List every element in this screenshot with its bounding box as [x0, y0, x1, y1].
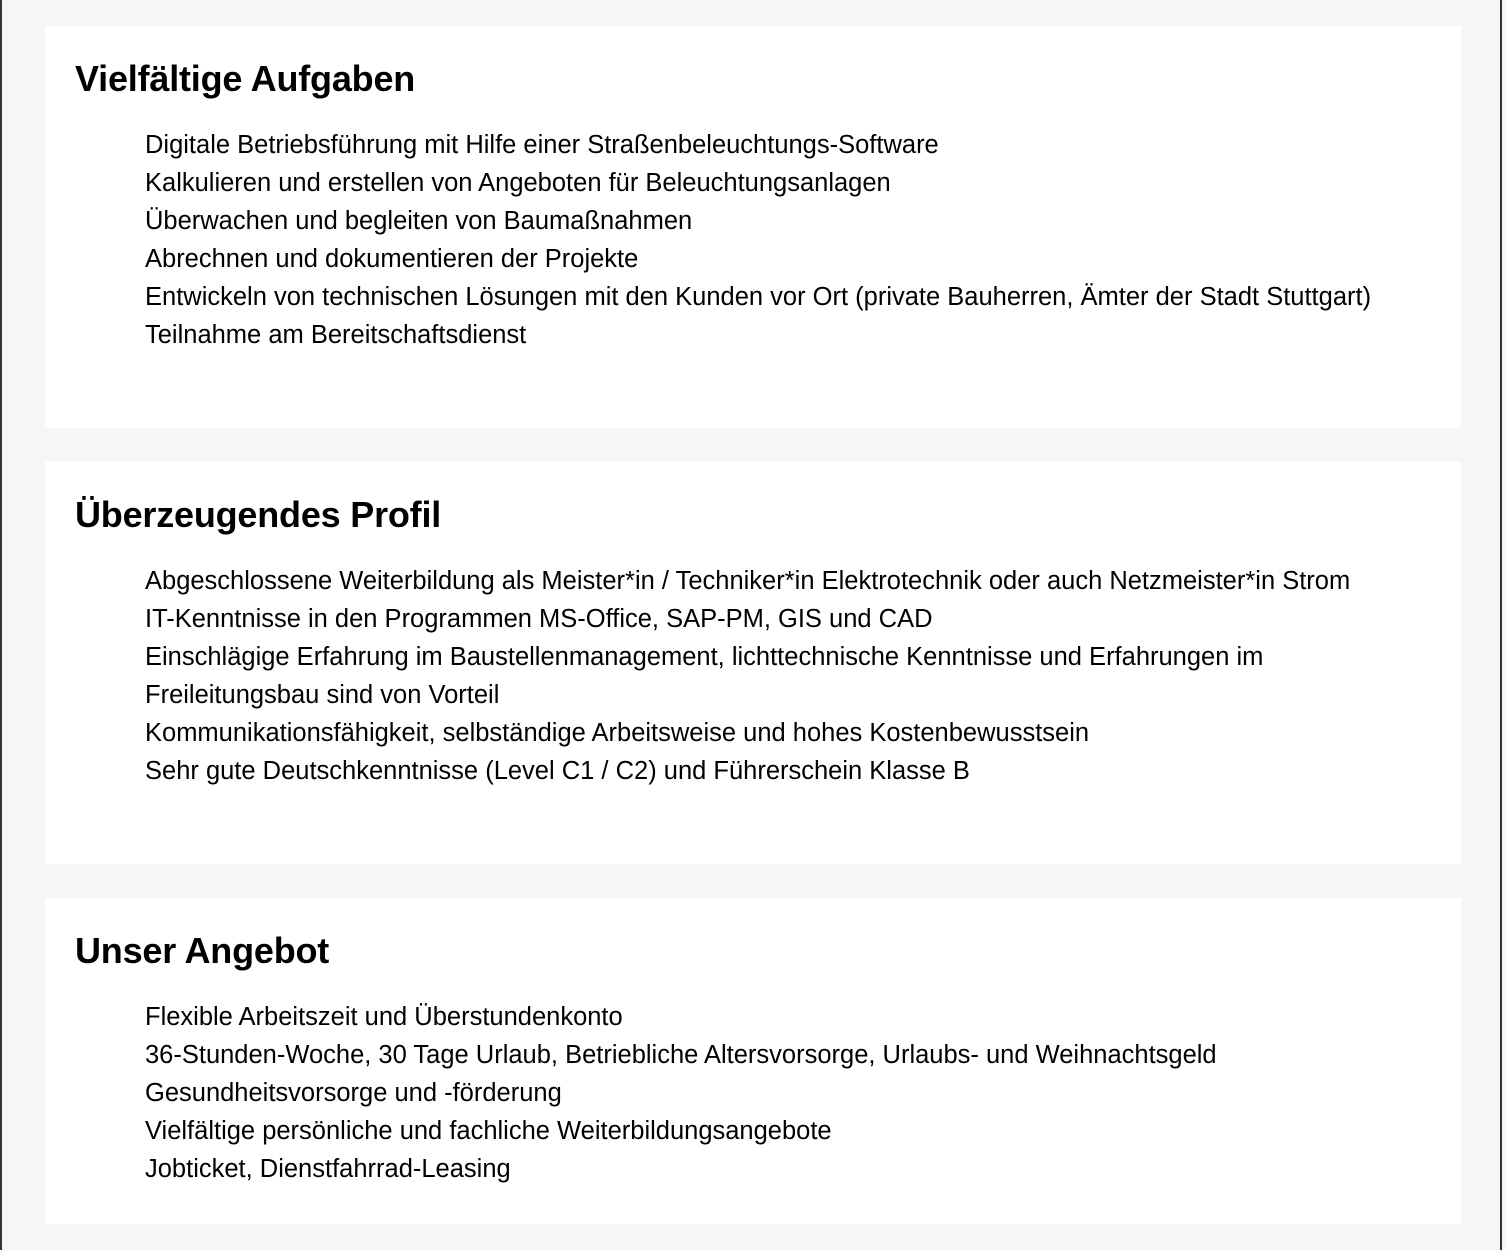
list-item: Überwachen und begleiten von Baumaßnahmen — [145, 207, 693, 235]
profile-list — [75, 562, 1431, 790]
section-title: Vielfältige Aufgaben — [75, 58, 416, 99]
list-item: Digitale Betriebsführung mit Hilfe einer Straßenbeleuchtungs-Software — [145, 131, 939, 159]
list-item: Flexible Arbeitszeit und Überstundenkonto — [145, 1003, 623, 1031]
list-item: Kommunikationsfähigkeit, selbständige Arbeitsweise und hohes Kostenbewusstsein — [145, 719, 1090, 747]
list-item: Abrechnen und dokumentieren der Projekte — [145, 245, 639, 273]
list-item: 36-Stunden-Woche, 30 Tage Urlaub, Betriebliche Altersvorsorge, Urlaubs- und Weihnachtsgeld — [145, 1041, 1217, 1069]
section-title: Unser Angebot — [75, 930, 330, 971]
list-item: Vielfältige persönliche und fachliche Weiterbildungsangebote — [145, 1117, 832, 1145]
list-item: Abgeschlossene Weiterbildung als Meister*in / Techniker*in Elektrotechnik oder auch Netzmeister*in Strom — [145, 567, 1351, 595]
list-item: IT-Kenntnisse in den Programmen MS-Office, SAP-PM, GIS und CAD — [145, 605, 933, 633]
list-item: Gesundheitsvorsorge und -förderung — [145, 1079, 562, 1107]
task-list — [75, 126, 1431, 354]
list-item: Jobticket, Dienstfahrrad-Leasing — [145, 1155, 511, 1183]
section-profile — [45, 462, 1461, 864]
section-tasks — [45, 26, 1461, 428]
list-item: Entwickeln von technischen Lösungen mit den Kunden vor Ort (private Bauherren, Ämter der Stadt Stuttgart) — [145, 283, 1372, 311]
list-item: Kalkulieren und erstellen von Angeboten für Beleuchtungsanlagen — [145, 169, 891, 197]
list-item: Sehr gute Deutschkenntnisse (Level C1 / C2) und Führerschein Klasse B — [145, 757, 970, 785]
list-item: Teilnahme am Bereitschaftsdienst — [145, 321, 527, 349]
section-offer — [45, 898, 1461, 1224]
offer-list — [75, 998, 1431, 1188]
list-item: Einschlägige Erfahrung im Baustellenmanagement, lichttechnische Kenntnisse und Erfahrungen im Freileitungsbau sind von Vorteil — [145, 643, 1264, 709]
section-title: Überzeugendes Profil — [75, 494, 442, 535]
